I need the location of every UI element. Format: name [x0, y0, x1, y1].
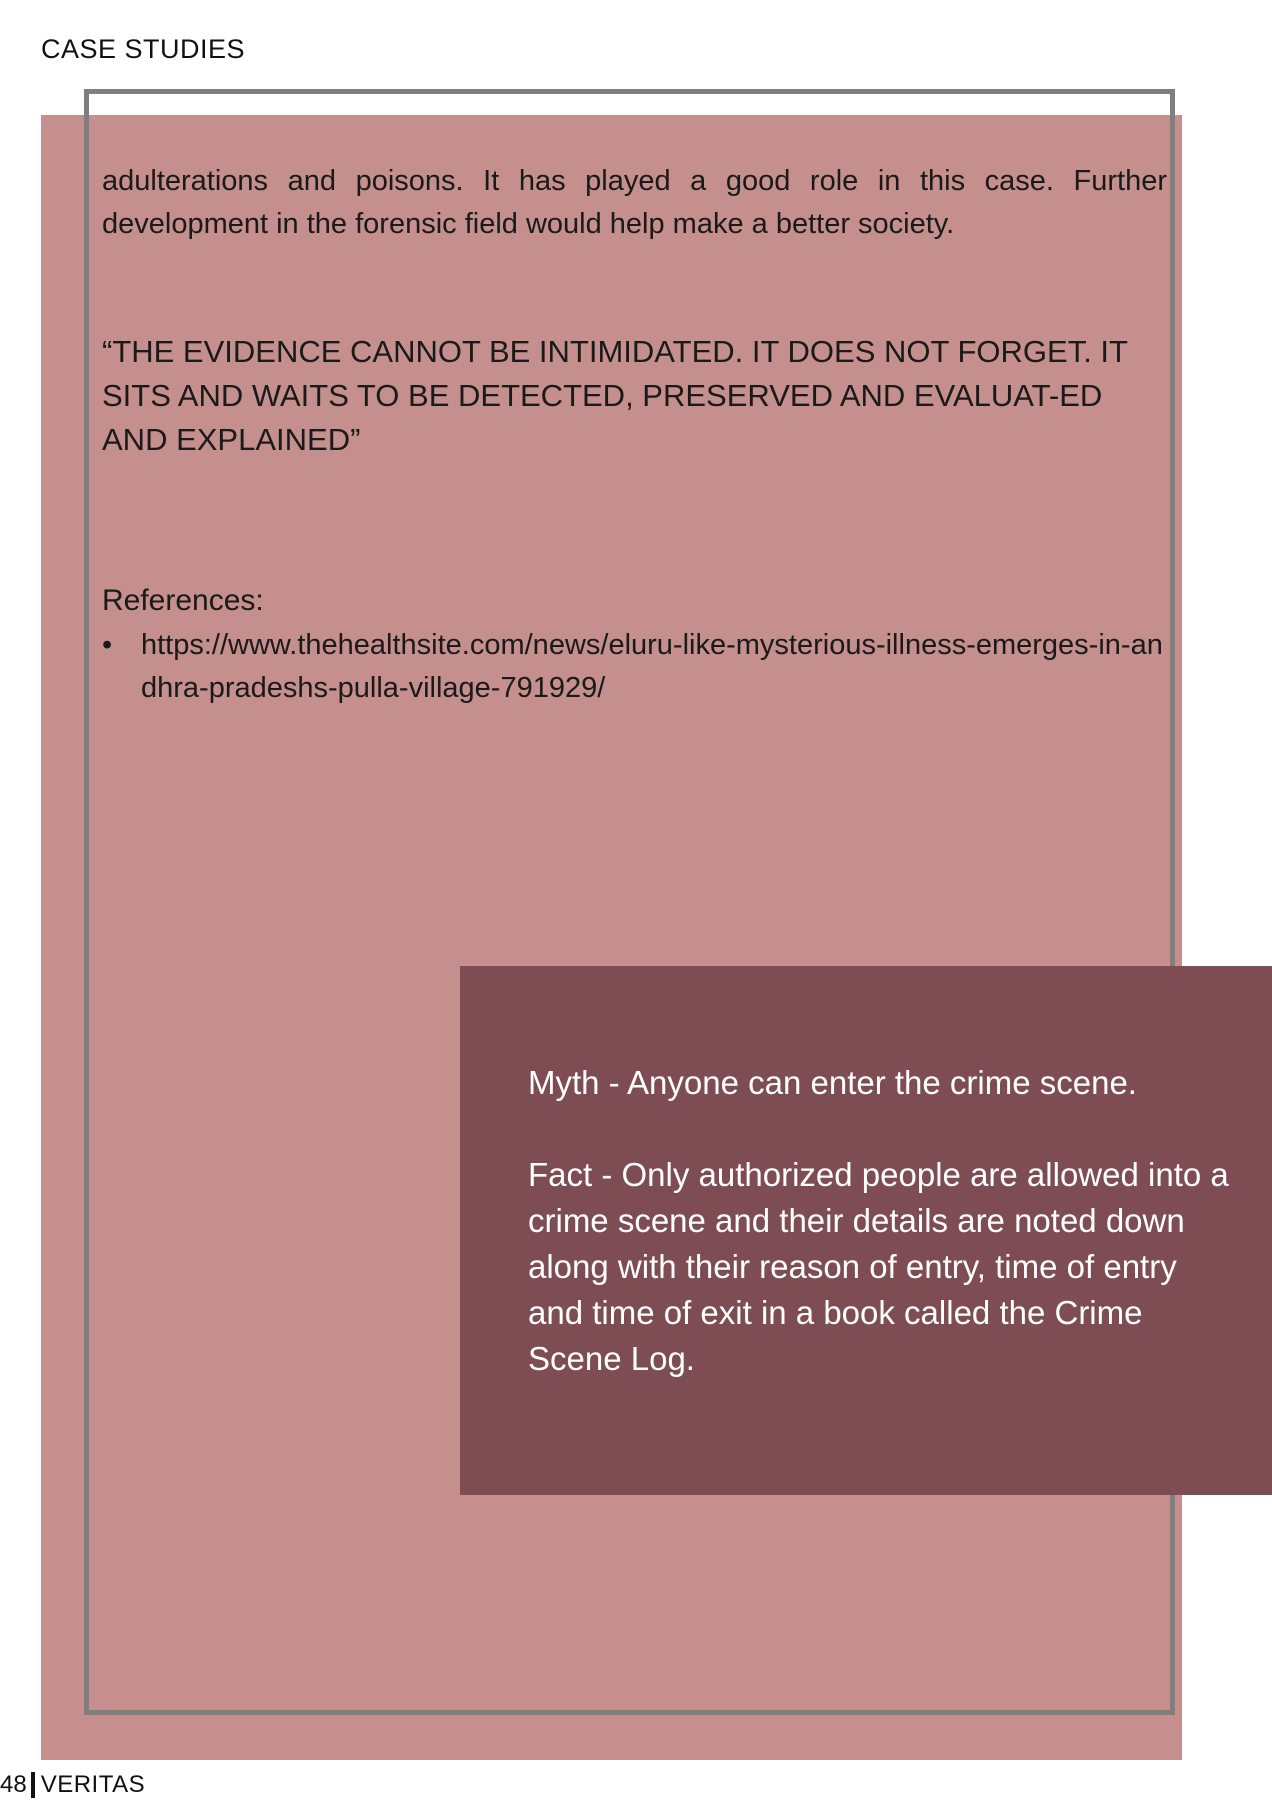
reference-item[interactable] — [102, 624, 1167, 710]
reference-link[interactable]: https://www.thehealthsite.com/news/eluru-like-mysterious-illness-emerges-in-andhra-pradeshs-pulla-village-791929/ — [141, 629, 1163, 704]
article-body: adulterations and poisons. It has played a good role in this case. Further development in the forensic field would help make a better society. — [102, 165, 1167, 240]
page-footer — [0, 1770, 145, 1800]
myth-fact-box — [460, 966, 1272, 1495]
fact-text: Fact - Only authorized people are allowed into a crime scene and their details are noted down along with their reason of entry, time of entry and time of exit in a book called the Crime Scene Log. — [528, 1156, 1229, 1377]
references-list — [102, 624, 1167, 710]
page-number: 48 — [0, 1771, 27, 1798]
section-label: CASE STUDIES — [41, 34, 246, 64]
footer-divider — [31, 1772, 35, 1798]
myth-text: Myth - Anyone can enter the crime scene. — [528, 1064, 1137, 1101]
references-heading: References: — [102, 584, 264, 617]
bullet-icon: • — [102, 629, 113, 661]
pull-quote: “THE EVIDENCE CANNOT BE INTIMIDATED. IT DOES NOT FORGET. IT SITS AND WAITS TO BE DETECTED, PRESERVED AND EVALUAT-ED AND EXPLAINED” — [102, 334, 1128, 457]
publication-name: VERITAS — [40, 1771, 146, 1798]
